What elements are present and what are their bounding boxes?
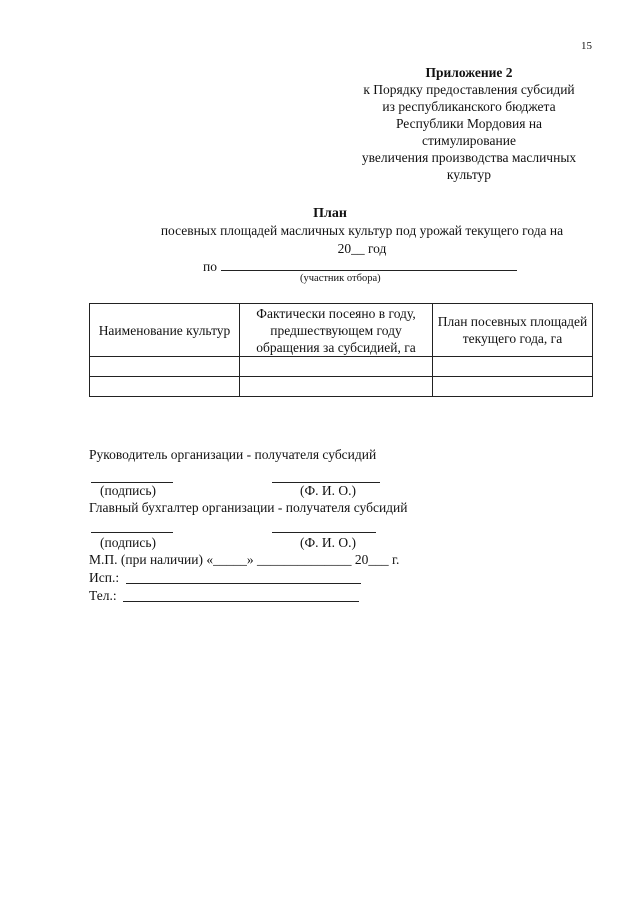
appendix-line: стимулирование [422, 133, 516, 148]
header-planned-area: План посевных площадей текущего года, га [433, 304, 593, 357]
accountant-label: Главный бухгалтер организации - получателя субсидий [89, 500, 408, 515]
plan-subtitle-year: 20__ год [337, 241, 387, 256]
plan-title: План [313, 206, 347, 221]
header-actual-sown: Фактически посеяно в году, предшествующем году обращения за субсидией, га [240, 304, 433, 357]
table-row [90, 357, 593, 377]
table-cell[interactable] [90, 357, 240, 377]
phone-line[interactable] [123, 601, 359, 602]
head-name-caption: (Ф. И. О.) [300, 483, 357, 498]
table-cell[interactable] [240, 377, 433, 397]
stamp-date-line: М.П. (при наличии) «_____» ______________ 20___ г. [89, 552, 400, 567]
appendix-line: Республики Мордовия на [395, 116, 543, 131]
executor-label: Исп.: [89, 570, 120, 585]
table-header-row [90, 304, 593, 357]
head-sign-caption: (подпись) [100, 483, 157, 498]
table-row [90, 377, 593, 397]
accountant-name-line[interactable] [272, 532, 376, 533]
accountant-signature-line[interactable] [91, 532, 173, 533]
appendix-line: культур [446, 167, 492, 182]
head-label: Руководитель организации - получателя субсидий [89, 447, 377, 462]
accountant-sign-caption: (подпись) [100, 535, 157, 550]
appendix-line: увеличения производства масличных [361, 150, 577, 165]
plan-subtitle-line: посевных площадей масличных культур под урожай текущего года на [160, 223, 564, 238]
phone-label: Тел.: [89, 588, 117, 603]
page-number: 15 [581, 40, 592, 52]
accountant-name-caption: (Ф. И. О.) [300, 535, 357, 550]
header-crop-name: Наименование культур [90, 304, 240, 357]
appendix-line: к Порядку предоставления субсидий [363, 82, 575, 97]
participant-blank-line[interactable] [221, 258, 517, 271]
appendix-line: из республиканского бюджета [382, 99, 556, 114]
plan-subtitle [120, 222, 604, 258]
participant-caption: (участник отбора) [300, 273, 381, 284]
table-cell[interactable] [433, 377, 593, 397]
appendix-title: Приложение 2 [425, 65, 513, 80]
table-cell[interactable] [433, 357, 593, 377]
table-cell[interactable] [90, 377, 240, 397]
po-label: по [203, 259, 217, 274]
plan-table [89, 303, 593, 397]
appendix-header [300, 64, 638, 183]
executor-line[interactable] [126, 583, 361, 584]
table-cell[interactable] [240, 357, 433, 377]
